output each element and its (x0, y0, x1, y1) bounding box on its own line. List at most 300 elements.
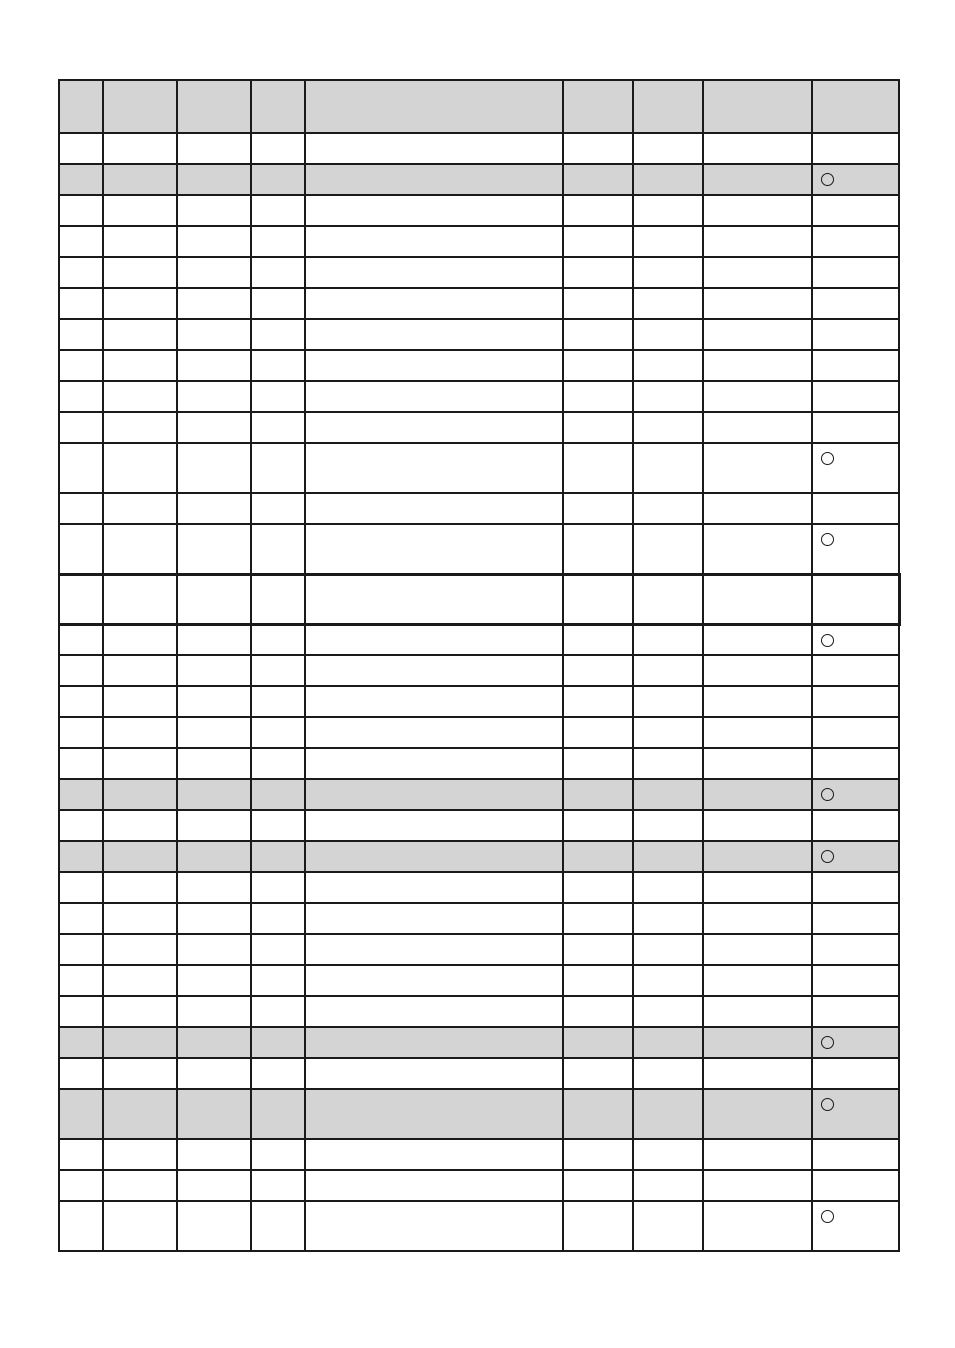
table-row (59, 1027, 899, 1058)
table-row (59, 748, 899, 779)
table-cell (563, 934, 633, 965)
table-cell (703, 493, 812, 524)
table-cell (177, 965, 251, 996)
table-cell (563, 1027, 633, 1058)
table-cell (563, 381, 633, 412)
table-cell (59, 1089, 103, 1139)
table-cell (177, 1089, 251, 1139)
table-cell (177, 996, 251, 1027)
table-row (59, 686, 899, 717)
table-cell (177, 493, 251, 524)
table-row (59, 1201, 899, 1251)
table-cell (59, 493, 103, 524)
circle-mark-icon (821, 533, 834, 546)
table-cell (251, 319, 305, 350)
table-cell (59, 381, 103, 412)
table-cell (305, 133, 563, 164)
table-cell (703, 381, 812, 412)
table-cell (177, 655, 251, 686)
table-row (59, 624, 899, 655)
table-cell (812, 965, 899, 996)
table-body (59, 80, 899, 1251)
table-cell (812, 1201, 899, 1251)
table-cell (177, 133, 251, 164)
table-cell (703, 872, 812, 903)
table-cell (633, 872, 703, 903)
table-cell (812, 443, 899, 493)
table-cell (703, 226, 812, 257)
table-cell (563, 686, 633, 717)
table-cell (633, 443, 703, 493)
table-cell (305, 288, 563, 319)
table-cell (251, 381, 305, 412)
table-cell (563, 1170, 633, 1201)
table-cell (563, 655, 633, 686)
column-header (177, 80, 251, 133)
column-header (563, 80, 633, 133)
table-cell (59, 903, 103, 934)
table-row (59, 872, 899, 903)
table-row (59, 443, 899, 493)
table-header-row (59, 80, 899, 133)
table-cell (59, 574, 103, 624)
table-cell (251, 288, 305, 319)
table-row (59, 319, 899, 350)
table-cell (59, 1027, 103, 1058)
table-row (59, 903, 899, 934)
table-cell (633, 748, 703, 779)
table-cell (703, 655, 812, 686)
table-cell (305, 841, 563, 872)
table-cell (633, 717, 703, 748)
table-cell (633, 164, 703, 195)
table-cell (812, 319, 899, 350)
table-cell (703, 412, 812, 443)
table-cell (251, 748, 305, 779)
table-cell (563, 1058, 633, 1089)
table-cell (251, 133, 305, 164)
table-cell (59, 350, 103, 381)
table-cell (177, 1058, 251, 1089)
table-cell (812, 655, 899, 686)
table-cell (633, 1201, 703, 1251)
table-cell (812, 1027, 899, 1058)
table-cell (633, 524, 703, 574)
table-cell (703, 934, 812, 965)
table-cell (251, 524, 305, 574)
table-cell (103, 779, 177, 810)
table-cell (59, 1058, 103, 1089)
table-cell (251, 257, 305, 288)
table-cell (305, 195, 563, 226)
table-cell (703, 350, 812, 381)
column-header (812, 80, 899, 133)
table-cell (812, 524, 899, 574)
table-cell (59, 257, 103, 288)
table-cell (703, 686, 812, 717)
table-cell (103, 226, 177, 257)
table-cell (812, 493, 899, 524)
table-cell (305, 996, 563, 1027)
table-row (59, 195, 899, 226)
table-cell (812, 996, 899, 1027)
table-cell (812, 717, 899, 748)
table-cell (633, 1089, 703, 1139)
table-cell (812, 195, 899, 226)
table-cell (703, 841, 812, 872)
table-cell (305, 717, 563, 748)
table-cell (563, 903, 633, 934)
table-cell (703, 903, 812, 934)
table-cell (177, 717, 251, 748)
table-cell (633, 1139, 703, 1170)
table-row (59, 226, 899, 257)
table-cell (703, 1139, 812, 1170)
circle-mark-icon (821, 1098, 834, 1111)
table-cell (633, 655, 703, 686)
table-cell (633, 574, 703, 624)
table-cell (305, 319, 563, 350)
table-cell (305, 686, 563, 717)
table-cell (103, 443, 177, 493)
table-cell (177, 1027, 251, 1058)
table-cell (251, 934, 305, 965)
table-cell (633, 624, 703, 655)
table-cell (305, 779, 563, 810)
table-cell (633, 133, 703, 164)
table-cell (305, 350, 563, 381)
table-row (59, 1139, 899, 1170)
table-cell (251, 996, 305, 1027)
table-cell (305, 412, 563, 443)
data-table (58, 79, 901, 1252)
table-cell (177, 934, 251, 965)
table-row (59, 350, 899, 381)
table-cell (177, 257, 251, 288)
table-cell (103, 1027, 177, 1058)
table-cell (563, 133, 633, 164)
table-cell (103, 996, 177, 1027)
table-cell (563, 164, 633, 195)
table-cell (633, 195, 703, 226)
table-cell (251, 779, 305, 810)
table-cell (812, 779, 899, 810)
table-cell (103, 164, 177, 195)
table-cell (59, 872, 103, 903)
table-cell (103, 1201, 177, 1251)
table-cell (103, 257, 177, 288)
table-row (59, 164, 899, 195)
table-cell (59, 195, 103, 226)
table-cell (59, 1170, 103, 1201)
table-row (59, 779, 899, 810)
table-cell (177, 624, 251, 655)
table-cell (103, 524, 177, 574)
table-cell (633, 1058, 703, 1089)
table-cell (563, 412, 633, 443)
table-cell (305, 965, 563, 996)
circle-mark-icon (821, 634, 834, 647)
table-cell (103, 493, 177, 524)
table-cell (703, 443, 812, 493)
table-cell (812, 412, 899, 443)
table-cell (177, 748, 251, 779)
table-cell (103, 319, 177, 350)
table-row (59, 810, 899, 841)
table-row (59, 412, 899, 443)
table-cell (251, 1089, 305, 1139)
table-cell (177, 810, 251, 841)
table-row (59, 257, 899, 288)
table-cell (703, 1170, 812, 1201)
table-cell (703, 257, 812, 288)
table-cell (59, 717, 103, 748)
table-cell (103, 288, 177, 319)
column-header (703, 80, 812, 133)
table-cell (563, 841, 633, 872)
table-cell (633, 779, 703, 810)
table-cell (703, 574, 812, 624)
table-cell (812, 1058, 899, 1089)
table-cell (633, 686, 703, 717)
column-header (59, 80, 103, 133)
table-cell (563, 257, 633, 288)
table-cell (103, 574, 177, 624)
table-cell (633, 934, 703, 965)
table-cell (703, 195, 812, 226)
table-cell (177, 195, 251, 226)
table-cell (563, 226, 633, 257)
table-cell (305, 1058, 563, 1089)
table-cell (633, 810, 703, 841)
table-cell (177, 1170, 251, 1201)
table-cell (103, 748, 177, 779)
table-cell (103, 195, 177, 226)
table-cell (563, 1139, 633, 1170)
table-cell (812, 133, 899, 164)
table-cell (59, 1201, 103, 1251)
table-cell (59, 524, 103, 574)
table-cell (305, 748, 563, 779)
table-cell (305, 1170, 563, 1201)
table-cell (703, 133, 812, 164)
table-cell (633, 412, 703, 443)
table-cell (59, 288, 103, 319)
table-cell (633, 996, 703, 1027)
table-cell (812, 624, 899, 655)
table-cell (177, 841, 251, 872)
table-cell (59, 779, 103, 810)
table-cell (703, 996, 812, 1027)
table-cell (177, 164, 251, 195)
column-header (103, 80, 177, 133)
table-cell (251, 1201, 305, 1251)
table-cell (633, 841, 703, 872)
table-cell (59, 319, 103, 350)
table-cell (59, 655, 103, 686)
table-cell (177, 381, 251, 412)
table-cell (812, 1089, 899, 1139)
table-cell (703, 717, 812, 748)
table-cell (177, 412, 251, 443)
table-cell (633, 257, 703, 288)
table-cell (251, 493, 305, 524)
table-cell (251, 810, 305, 841)
table-cell (103, 381, 177, 412)
table-cell (103, 624, 177, 655)
table-cell (563, 443, 633, 493)
table-row (59, 133, 899, 164)
table-cell (305, 443, 563, 493)
table-cell (177, 1139, 251, 1170)
table-cell (703, 1058, 812, 1089)
table-cell (177, 350, 251, 381)
table-cell (633, 350, 703, 381)
table-cell (812, 350, 899, 381)
table-row (59, 524, 899, 574)
table-row (59, 655, 899, 686)
table-cell (251, 903, 305, 934)
circle-mark-icon (821, 1210, 834, 1223)
table-cell (59, 748, 103, 779)
table-cell (812, 257, 899, 288)
table-row (59, 1089, 899, 1139)
table-cell (563, 748, 633, 779)
table-cell (103, 350, 177, 381)
table-cell (812, 288, 899, 319)
column-header (251, 80, 305, 133)
table-row (59, 493, 899, 524)
table-cell (563, 574, 633, 624)
table-cell (812, 226, 899, 257)
table-row (59, 965, 899, 996)
table-cell (563, 319, 633, 350)
table-row (59, 381, 899, 412)
table-cell (305, 381, 563, 412)
table-cell (177, 226, 251, 257)
table-cell (703, 748, 812, 779)
table-cell (703, 1201, 812, 1251)
table-cell (251, 965, 305, 996)
table-cell (103, 810, 177, 841)
table-cell (305, 934, 563, 965)
table-cell (633, 226, 703, 257)
column-header (633, 80, 703, 133)
table-cell (703, 1027, 812, 1058)
table-cell (59, 934, 103, 965)
table-cell (103, 903, 177, 934)
table-cell (305, 257, 563, 288)
table-cell (251, 226, 305, 257)
table-cell (305, 164, 563, 195)
table-cell (251, 655, 305, 686)
table-cell (59, 133, 103, 164)
table-cell (563, 493, 633, 524)
table-row (59, 934, 899, 965)
table-cell (251, 1027, 305, 1058)
table-cell (103, 965, 177, 996)
table-cell (703, 288, 812, 319)
table-cell (633, 381, 703, 412)
table-cell (563, 288, 633, 319)
table-cell (103, 1058, 177, 1089)
table-cell (703, 319, 812, 350)
table-cell (633, 493, 703, 524)
table-cell (812, 934, 899, 965)
table-cell (103, 1089, 177, 1139)
table-cell (305, 872, 563, 903)
table-cell (103, 655, 177, 686)
table-cell (563, 996, 633, 1027)
table-cell (103, 1139, 177, 1170)
circle-mark-icon (821, 173, 834, 186)
table-cell (59, 164, 103, 195)
table-row (59, 574, 899, 624)
table-cell (59, 686, 103, 717)
table-cell (103, 412, 177, 443)
table-cell (703, 624, 812, 655)
table-cell (633, 288, 703, 319)
table-cell (59, 624, 103, 655)
table-cell (305, 1201, 563, 1251)
table-cell (103, 1170, 177, 1201)
table-cell (812, 841, 899, 872)
table-cell (251, 717, 305, 748)
column-header (305, 80, 563, 133)
table-cell (633, 1027, 703, 1058)
table-cell (251, 841, 305, 872)
table-cell (251, 686, 305, 717)
table-cell (812, 748, 899, 779)
table-cell (305, 524, 563, 574)
table-cell (812, 872, 899, 903)
table-cell (177, 524, 251, 574)
table-row (59, 717, 899, 748)
table-cell (305, 493, 563, 524)
table-cell (305, 624, 563, 655)
table-cell (812, 686, 899, 717)
table-cell (305, 574, 563, 624)
table-cell (812, 810, 899, 841)
table-cell (177, 686, 251, 717)
table-row (59, 1058, 899, 1089)
table-cell (59, 810, 103, 841)
table-cell (305, 1027, 563, 1058)
table-cell (563, 1089, 633, 1139)
table-cell (103, 717, 177, 748)
table-cell (633, 965, 703, 996)
table-cell (59, 412, 103, 443)
table-row (59, 288, 899, 319)
table-cell (563, 965, 633, 996)
table-cell (703, 524, 812, 574)
table-cell (812, 1139, 899, 1170)
table-row (59, 841, 899, 872)
table-cell (563, 195, 633, 226)
table-cell (251, 1170, 305, 1201)
table-cell (251, 1139, 305, 1170)
table-cell (563, 1201, 633, 1251)
table-cell (703, 779, 812, 810)
table-cell (177, 1201, 251, 1251)
table-cell (703, 1089, 812, 1139)
table-cell (305, 1139, 563, 1170)
table-cell (703, 965, 812, 996)
table-cell (251, 872, 305, 903)
table-cell (563, 779, 633, 810)
table-cell (59, 841, 103, 872)
circle-mark-icon (821, 452, 834, 465)
